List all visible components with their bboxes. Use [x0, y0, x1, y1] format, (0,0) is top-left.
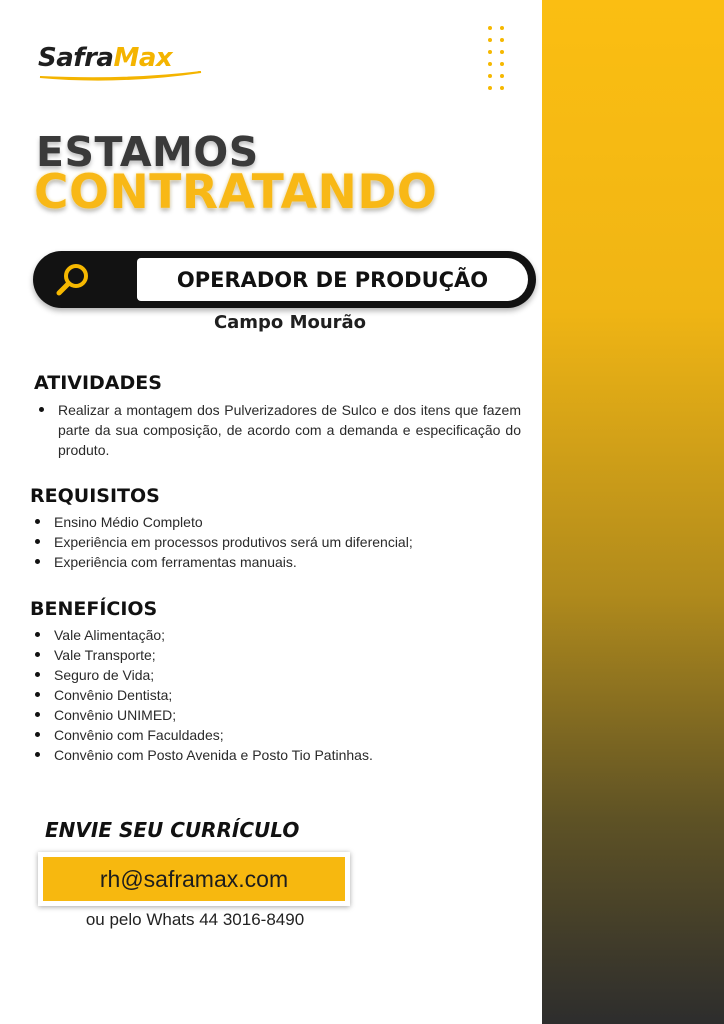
decorative-dots	[486, 24, 510, 104]
list-item: Seguro de Vida;	[30, 665, 510, 685]
section-title-beneficios: BENEFÍCIOS	[30, 598, 158, 620]
whatsapp-contact: ou pelo Whats 44 3016-8490	[85, 910, 305, 929]
logo-swoosh-icon	[38, 68, 203, 84]
section-title-atividades: ATIVIDADES	[34, 372, 162, 394]
list-item: Experiência com ferramentas manuais.	[30, 552, 510, 572]
list-item: Ensino Médio Completo	[30, 512, 510, 532]
headline-estamos: ESTAMOS	[36, 128, 259, 176]
section-atividades	[34, 370, 521, 460]
list-item: Convênio Dentista;	[30, 685, 510, 705]
magnifier-icon	[54, 261, 92, 299]
logo-text: SafraMax	[38, 43, 173, 73]
list-item: Experiência em processos produtivos será um diferencial;	[30, 532, 510, 552]
email-box[interactable]	[38, 852, 350, 906]
job-title: OPERADOR DE PRODUÇÃO	[137, 258, 528, 301]
section-beneficios	[30, 596, 510, 765]
send-cv-heading: ENVIE SEU CURRÍCULO	[45, 818, 300, 842]
section-title-requisitos: REQUISITOS	[30, 485, 160, 507]
brand-logo	[38, 40, 203, 88]
list-item: Convênio UNIMED;	[30, 705, 510, 725]
list-item: Convênio com Posto Avenida e Posto Tio Patinhas.	[30, 745, 510, 765]
section-requisitos	[30, 483, 510, 572]
headline-contratando: CONTRATANDO	[34, 165, 438, 220]
list-item: Convênio com Faculdades;	[30, 725, 510, 745]
list-item: Realizar a montagem dos Pulverizadores de Sulco e dos itens que fazem parte da sua composição, de acordo com a demanda e especificação do produto.	[34, 400, 521, 460]
list-item: Vale Alimentação;	[30, 625, 510, 645]
job-title-bar	[33, 251, 536, 308]
list-item: Vale Transporte;	[30, 645, 510, 665]
side-gradient-band	[542, 0, 724, 1024]
email-link[interactable]: rh@saframax.com	[43, 857, 345, 901]
job-city: Campo Mourão	[213, 312, 367, 333]
